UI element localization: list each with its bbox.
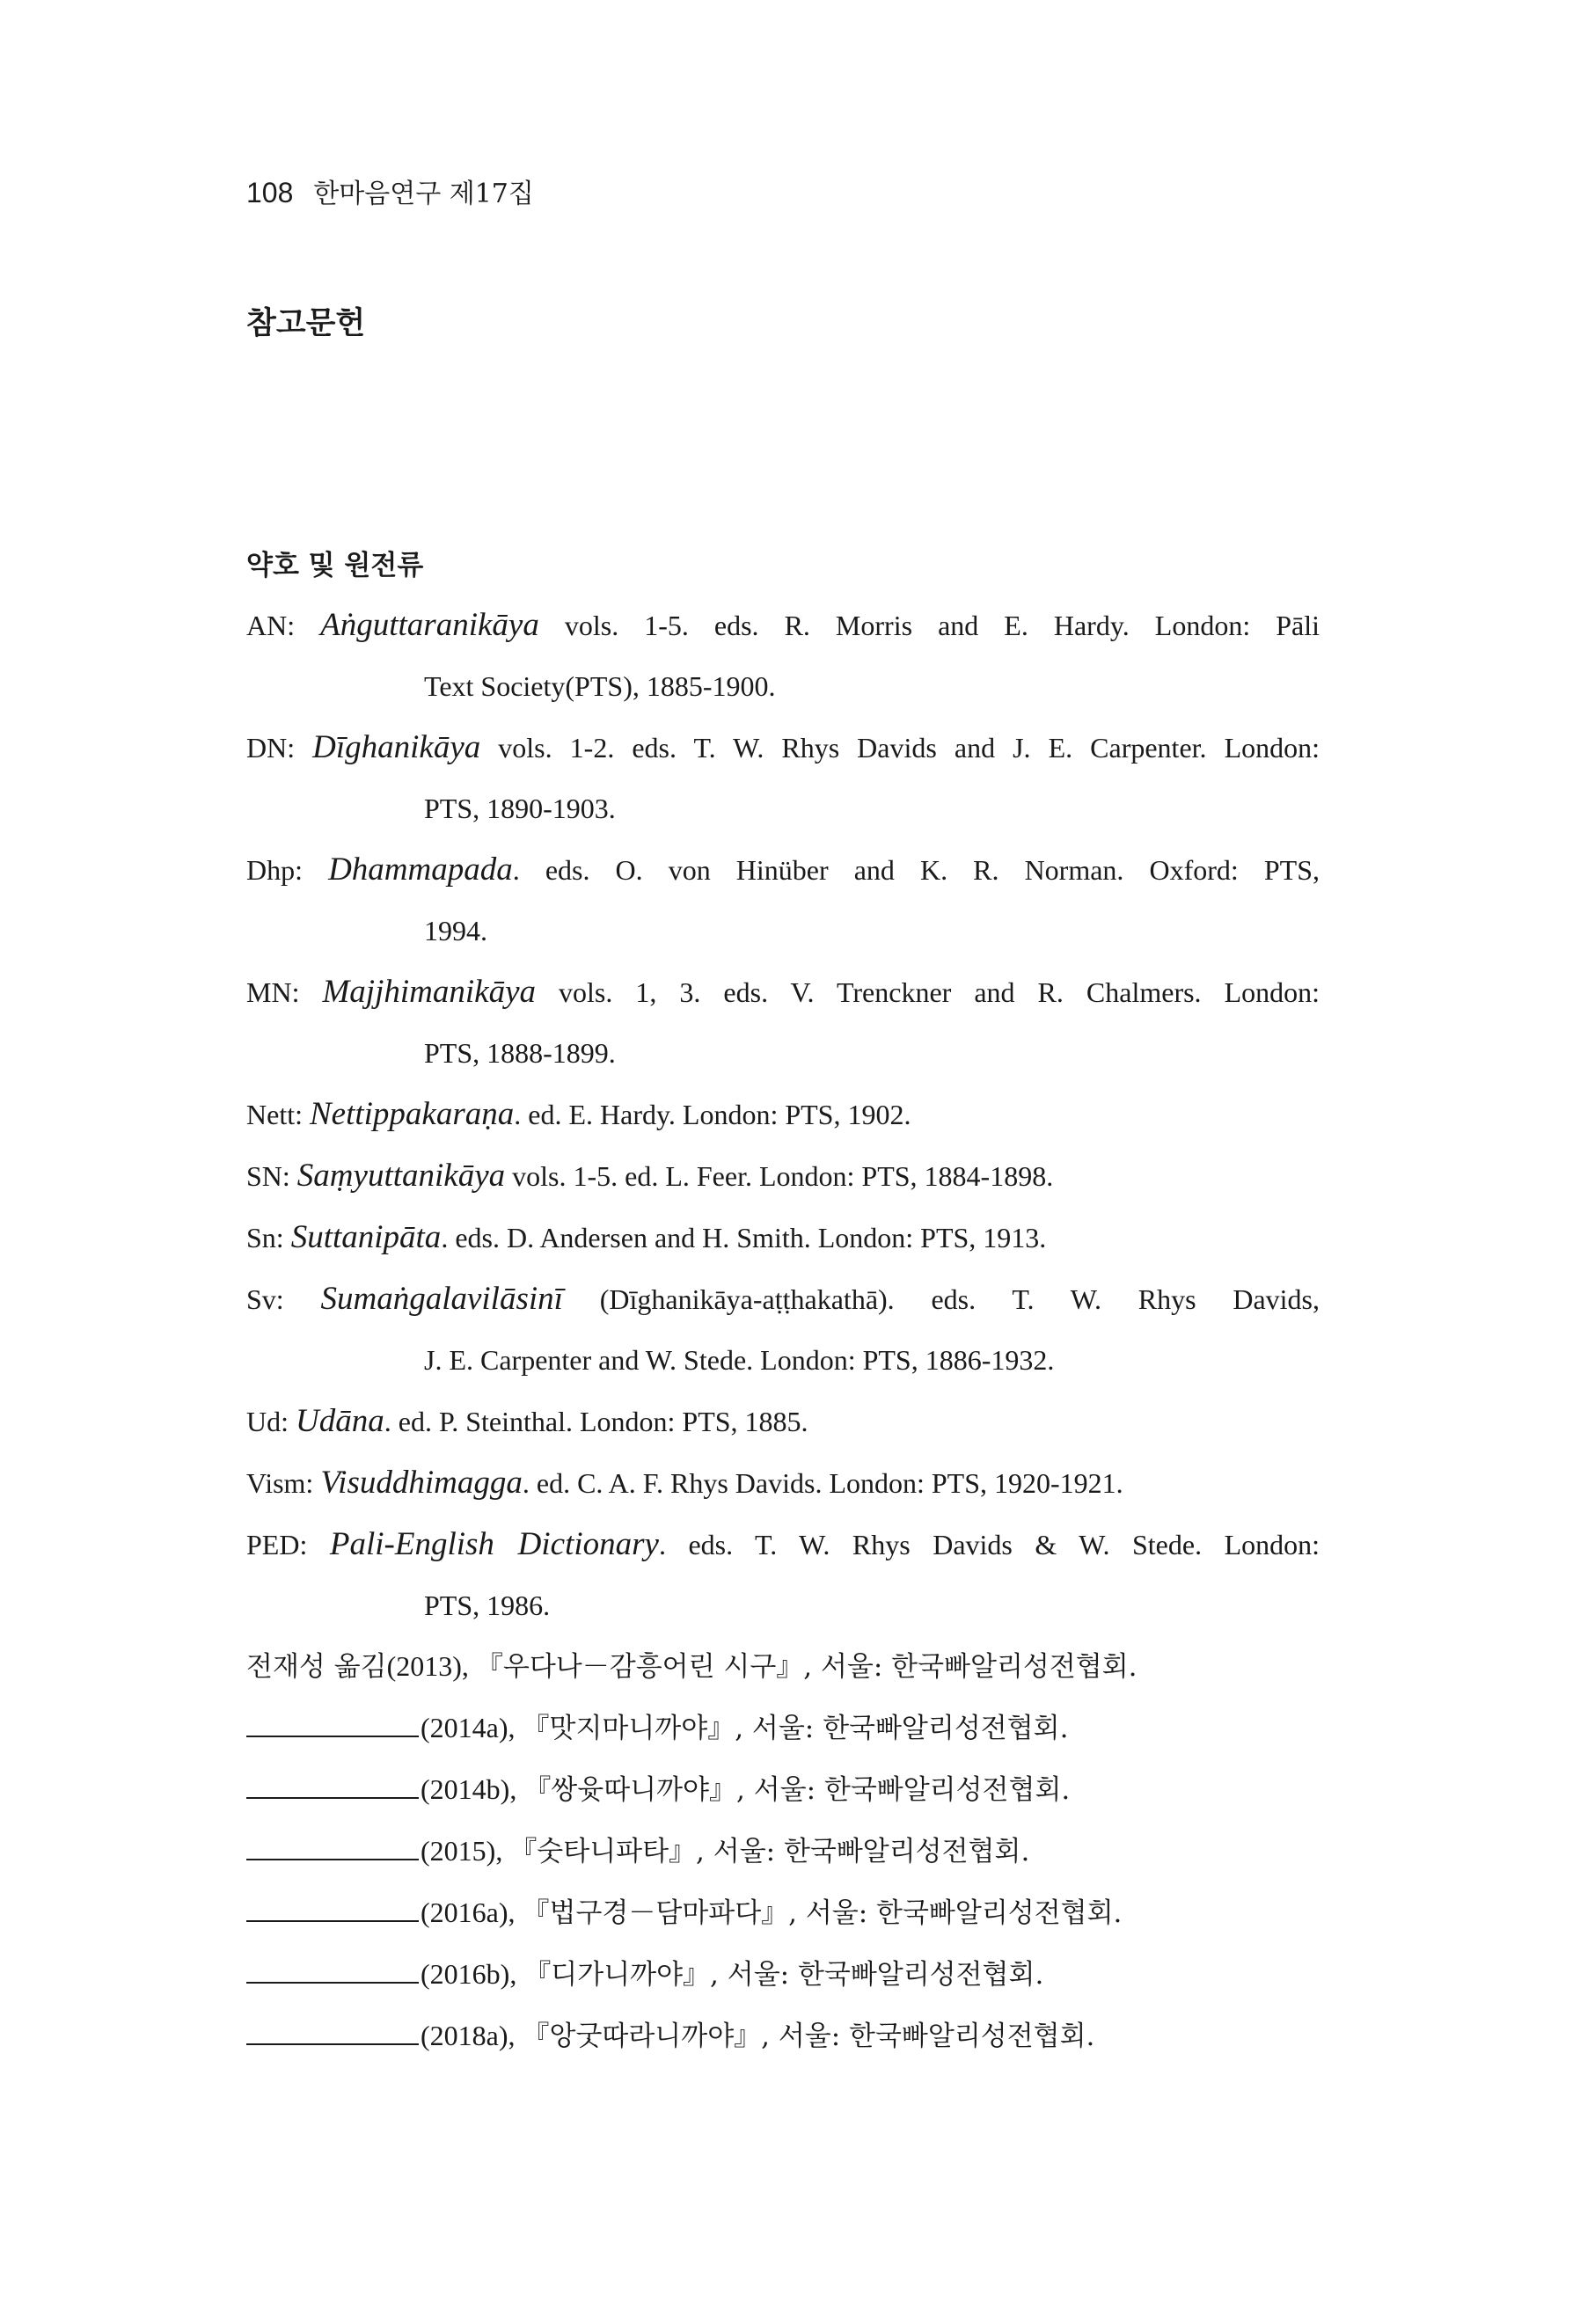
korean-reference-entry xyxy=(246,1698,1320,1759)
reference-entry-sn-suttanipata xyxy=(246,1207,1320,1268)
section-title: 참고문헌 xyxy=(246,306,366,341)
reference-continuation: PTS, 1986. xyxy=(424,1590,551,1621)
reference-abbreviation: DN: xyxy=(246,732,313,764)
reference-details: vols. 1, 3. eds. V. Trenckner and R. Chalmers. London: xyxy=(536,976,1320,1008)
reference-year: (2016a), xyxy=(421,1896,523,1928)
same-author-dash xyxy=(246,2043,419,2045)
korean-reference-entry xyxy=(246,1636,1320,1698)
reference-list xyxy=(246,595,1320,2067)
reference-title: Suttanipāta xyxy=(290,1219,442,1255)
korean-reference-entry xyxy=(246,1944,1320,2006)
reference-title: Nettippakaraṇa xyxy=(309,1096,515,1132)
reference-continuation: J. E. Carpenter and W. Stede. London: PTS, 1886-1932. xyxy=(424,1344,1055,1376)
subsection-title: 약호 및 원전류 xyxy=(246,550,424,581)
reference-entry-nett xyxy=(246,1084,1320,1145)
reference-details: 『앙굿따라니까야』, 서울: 한국빠알리성전협회. xyxy=(522,2021,1095,2052)
reference-title: Dhammapada xyxy=(328,851,513,888)
same-author-dash xyxy=(246,1796,419,1799)
reference-title: Aṅguttaranikāya xyxy=(320,607,539,643)
reference-details: . ed. C. A. F. Rhys Davids. London: PTS, 1920-1921. xyxy=(522,1467,1123,1499)
reference-entry-ud xyxy=(246,1391,1320,1452)
reference-entry-ped xyxy=(246,1514,1320,1575)
same-author-dash xyxy=(246,1981,419,1984)
korean-reference-entry xyxy=(246,1759,1320,1821)
reference-entry-sv xyxy=(246,1268,1320,1330)
reference-continuation: PTS, 1890-1903. xyxy=(424,793,616,824)
reference-title: Visuddhimagga xyxy=(320,1465,523,1501)
reference-title: Pali-English Dictionary xyxy=(329,1526,659,1562)
reference-abbreviation: AN: xyxy=(246,610,321,641)
reference-continuation: Text Society(PTS), 1885-1900. xyxy=(424,670,776,702)
reference-title: Majjhimanikāya xyxy=(322,974,536,1010)
reference-year: (2016b), xyxy=(421,1958,524,1990)
same-author-dash xyxy=(246,1858,419,1860)
reference-details: . eds. T. W. Rhys Davids & W. Stede. London: xyxy=(658,1529,1320,1560)
journal-title: 한마음연구 제17집 xyxy=(313,179,534,209)
reference-details: . ed. E. Hardy. London: PTS, 1902. xyxy=(514,1099,911,1130)
reference-continuation: PTS, 1888-1899. xyxy=(424,1037,616,1069)
reference-details: 『맛지마니까야』, 서울: 한국빠알리성전협회. xyxy=(522,1713,1069,1744)
reference-continuation: 1994. xyxy=(424,915,487,946)
reference-details: . eds. O. von Hinüber and K. R. Norman. Oxford: PTS, xyxy=(512,854,1320,886)
reference-entry-dn xyxy=(246,717,1320,778)
reference-details: 『우다나－감흥어린 시구』, 서울: 한국빠알리성전협회. xyxy=(475,1651,1137,1683)
reference-abbreviation: SN: xyxy=(246,1160,297,1192)
reference-details: . ed. P. Steinthal. London: PTS, 1885. xyxy=(384,1406,808,1437)
reference-entry-dhp xyxy=(246,839,1320,901)
same-author-dash xyxy=(246,1919,419,1922)
running-header xyxy=(246,172,534,210)
reference-title: Dīghanikāya xyxy=(312,729,481,765)
reference-details: 『숫타니파타』, 서울: 한국빠알리성전협회. xyxy=(509,1836,1030,1867)
reference-details: vols. 1-2. eds. T. W. Rhys Davids and J. E. Carpenter. London: xyxy=(480,732,1320,764)
reference-entry-vism xyxy=(246,1452,1320,1514)
reference-abbreviation: PED: xyxy=(246,1529,330,1560)
korean-reference-entry xyxy=(246,2006,1320,2067)
reference-abbreviation: Sn: xyxy=(246,1222,291,1253)
reference-abbreviation: Vism: xyxy=(246,1467,321,1499)
korean-reference-entry xyxy=(246,1821,1320,1882)
reference-abbreviation: Sv: xyxy=(246,1283,321,1315)
reference-year: (2015), xyxy=(421,1835,510,1867)
reference-abbreviation: MN: xyxy=(246,976,323,1008)
reference-year: (2014a), xyxy=(421,1712,523,1743)
reference-details: 『디가니까야』, 서울: 한국빠알리성전협회. xyxy=(523,1959,1044,1991)
reference-entry-sn xyxy=(246,1145,1320,1207)
reference-details: 『법구경－담마파다』, 서울: 한국빠알리성전협회. xyxy=(522,1897,1123,1929)
reference-title: Sumaṅgalavilāsinī xyxy=(320,1281,563,1317)
reference-details: vols. 1-5. eds. R. Morris and E. Hardy. London: Pāli xyxy=(538,610,1320,641)
reference-details: 『쌍윳따니까야』, 서울: 한국빠알리성전협회. xyxy=(523,1774,1071,1806)
korean-reference-entry xyxy=(246,1882,1320,1944)
reference-entry-mn xyxy=(246,961,1320,1023)
reference-title: Saṃyuttanikāya xyxy=(296,1158,506,1194)
reference-year: (2018a), xyxy=(421,2020,523,2051)
page-number: 108 xyxy=(246,177,294,208)
reference-year: (2013), xyxy=(386,1650,476,1682)
reference-abbreviation: Dhp: xyxy=(246,854,329,886)
reference-entry-an xyxy=(246,595,1320,656)
reference-title: Udāna xyxy=(296,1403,384,1439)
same-author-dash xyxy=(246,1735,419,1737)
reference-abbreviation: Nett: xyxy=(246,1099,310,1130)
reference-year: (2014b), xyxy=(421,1773,524,1805)
reference-details: vols. 1-5. ed. L. Feer. London: PTS, 1884-1898. xyxy=(505,1160,1054,1192)
reference-details: (Dīghanikāya-aṭṭhakathā). eds. T. W. Rhys Davids, xyxy=(562,1283,1320,1315)
reference-abbreviation: Ud: xyxy=(246,1406,296,1437)
reference-author: 전재성 옮김 xyxy=(246,1651,387,1683)
reference-details: . eds. D. Andersen and H. Smith. London: PTS, 1913. xyxy=(441,1222,1047,1253)
